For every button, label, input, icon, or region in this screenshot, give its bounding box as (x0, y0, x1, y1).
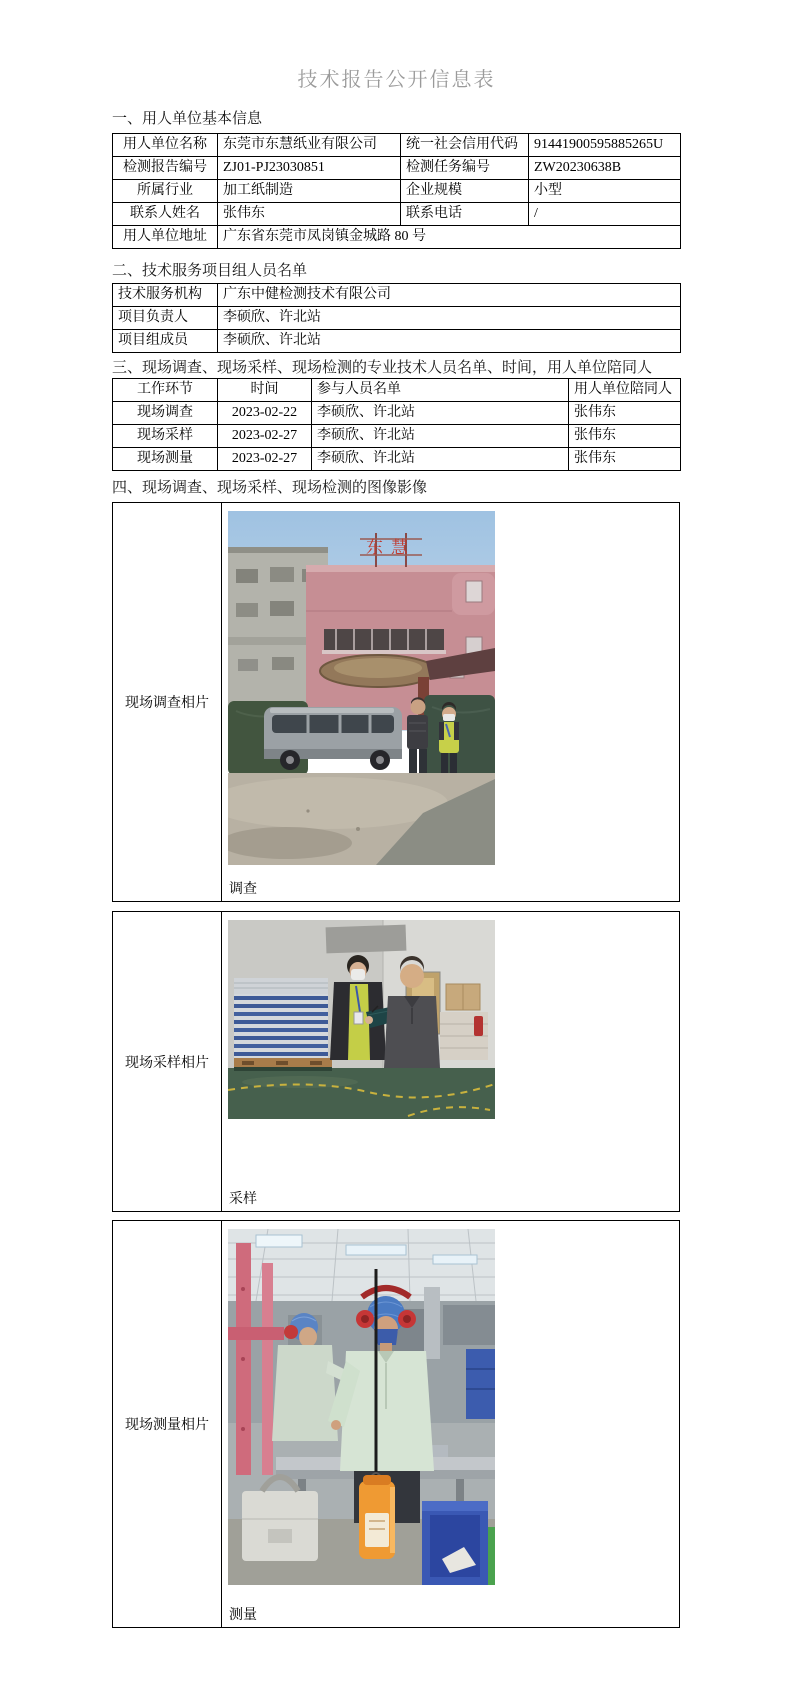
cell-value: ZJ01-PJ23030851 (218, 157, 401, 180)
plastic-bins (422, 1501, 495, 1585)
cell-date: 2023-02-22 (218, 402, 312, 425)
cell-label: 项目组成员 (113, 330, 218, 353)
fire-extinguisher (474, 1016, 483, 1036)
cell-label: 用人单位名称 (113, 134, 218, 157)
cell-value: / (529, 203, 681, 226)
sampling-photo-row (112, 911, 680, 1212)
cell-value: 李硕欣、许北站 (218, 307, 681, 330)
section3-heading: 三、现场调查、现场采样、现场检测的专业技术人员名单、时间，用人单位陪同人 (112, 360, 653, 376)
cell-label: 联系人姓名 (113, 203, 218, 226)
cell-value: 加工纸制造 (218, 180, 401, 203)
cell-value: ZW20230638B (529, 157, 681, 180)
cell-label: 统一社会信用代码 (401, 134, 529, 157)
cell-escort: 张伟东 (569, 425, 681, 448)
column-header: 时间 (218, 379, 312, 402)
table-row (113, 448, 681, 471)
warehouse-sampling-illustration (228, 920, 495, 1119)
cell-label: 检测报告编号 (113, 157, 218, 180)
employer-basic-info-table (112, 133, 681, 249)
photo-label: 现场测量相片 (113, 1221, 222, 1627)
cell-date: 2023-02-27 (218, 425, 312, 448)
photo-caption: 采样 (229, 1192, 257, 1207)
cell-label: 用人单位地址 (113, 226, 218, 249)
cell-step: 现场调查 (113, 402, 218, 425)
cell-label: 所属行业 (113, 180, 218, 203)
cell-step: 现场测量 (113, 448, 218, 471)
measurement-photo-row (112, 1220, 680, 1628)
cell-date: 2023-02-27 (218, 448, 312, 471)
photo-label: 现场采样相片 (113, 912, 222, 1211)
table-row (113, 134, 681, 157)
table-row (113, 180, 681, 203)
section4-heading: 四、现场调查、现场采样、现场检测的图像影像 (112, 480, 428, 496)
photo-caption: 调查 (229, 882, 257, 897)
table-row (113, 307, 681, 330)
cell-label: 项目负责人 (113, 307, 218, 330)
cell-label: 检测任务编号 (401, 157, 529, 180)
cell-escort: 张伟东 (569, 448, 681, 471)
table-row (113, 330, 681, 353)
cell-label: 技术服务机构 (113, 284, 218, 307)
table-row (113, 226, 681, 249)
cell-value: 东莞市东慧纸业有限公司 (218, 134, 401, 157)
blue-bin-stack (466, 1349, 495, 1419)
cell-value: 广东省东莞市凤岗镇金城路 80 号 (218, 226, 681, 249)
light-fixture (433, 1255, 477, 1264)
light-fixture (256, 1235, 302, 1247)
photo-caption: 测量 (229, 1608, 257, 1623)
table-row (113, 203, 681, 226)
column-header: 用人单位陪同人 (569, 379, 681, 402)
cell-value: 李硕欣、许北站 (218, 330, 681, 353)
cell-value: 91441900595885265U (529, 134, 681, 157)
photo-label: 现场调查相片 (113, 503, 222, 901)
site-investigation-photo (228, 511, 495, 865)
silver-van (264, 707, 402, 770)
concrete-ground (228, 773, 495, 865)
table-header-row (113, 379, 681, 402)
light-fixture (346, 1245, 406, 1255)
paper-stacks-left (234, 978, 332, 1067)
cell-value: 小型 (529, 180, 681, 203)
workshop-measurement-illustration (228, 1229, 495, 1585)
cell-step: 现场采样 (113, 425, 218, 448)
cell-label: 联系电话 (401, 203, 529, 226)
site-sampling-photo (228, 920, 495, 1119)
column-header: 参与人员名单 (312, 379, 569, 402)
field-work-schedule-table (112, 378, 681, 471)
cell-staff: 李硕欣、许北站 (312, 425, 569, 448)
section1-heading: 一、用人单位基本信息 (112, 111, 263, 127)
cell-value: 张伟东 (218, 203, 401, 226)
cell-value: 广东中健检测技术有限公司 (218, 284, 681, 307)
site-measurement-photo (228, 1229, 495, 1585)
section2-heading: 二、技术服务项目组人员名单 (112, 263, 308, 279)
cell-staff: 李硕欣、许北站 (312, 402, 569, 425)
page-title: 技术报告公开信息表 (297, 69, 496, 91)
wall-patch (326, 925, 407, 954)
table-row (113, 284, 681, 307)
sign-text: 东慧 (366, 538, 416, 557)
cell-label: 企业规模 (401, 180, 529, 203)
column-header: 工作环节 (113, 379, 218, 402)
investigation-photo-row (112, 502, 680, 902)
table-row (113, 157, 681, 180)
factory-exterior-illustration (228, 511, 495, 865)
service-team-table (112, 283, 681, 353)
table-row (113, 402, 681, 425)
green-floor (228, 1067, 495, 1119)
table-row (113, 425, 681, 448)
cell-staff: 李硕欣、许北站 (312, 448, 569, 471)
cell-escort: 张伟东 (569, 402, 681, 425)
